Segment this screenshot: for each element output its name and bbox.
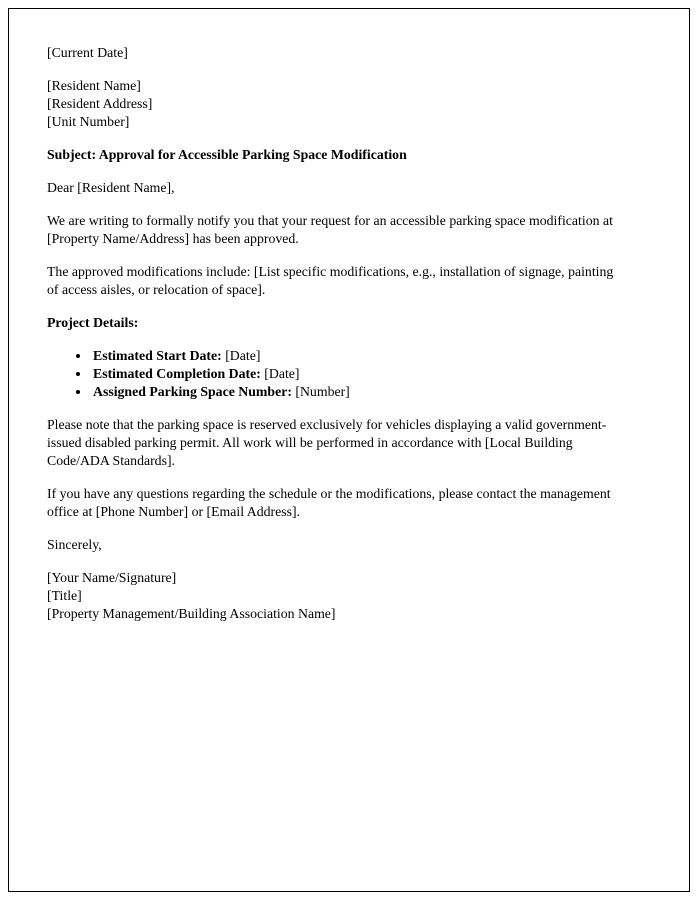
closing-line: Sincerely, <box>47 537 102 552</box>
subject-line: Subject: Approval for Accessible Parking Space Modification <box>47 147 407 162</box>
bullet-completion-date <box>91 365 625 383</box>
bullet-completion-date-value: [Date] <box>264 366 300 381</box>
bullet-start-date-value: [Date] <box>225 348 261 363</box>
signature-title-line: [Title] <box>47 588 82 603</box>
bullet-parking-space-label: Assigned Parking Space Number: <box>93 384 292 399</box>
project-details-list <box>47 347 625 401</box>
recipient-unit-line: [Unit Number] <box>47 114 130 129</box>
bullet-parking-space <box>91 383 625 401</box>
recipient-name-line: [Resident Name] <box>47 78 141 93</box>
recipient-address-line: [Resident Address] <box>47 96 153 111</box>
bullet-start-date-label: Estimated Start Date: <box>93 348 222 363</box>
paragraph-questions: If you have any questions regarding the schedule or the modifications, please contact the management office at [Phone Number] or [Email Address]. <box>47 486 611 519</box>
bullet-completion-date-label: Estimated Completion Date: <box>93 366 261 381</box>
paragraph-reserved: Please note that the parking space is reserved exclusively for vehicles displaying a valid government-issued disabled parking permit. All work will be performed in accordance with [Local Building Code/ADA Standards]. <box>47 417 607 468</box>
letter-body <box>47 44 625 638</box>
paragraph-modifications: The approved modifications include: [List specific modifications, e.g., installation of signage, painting of access aisles, or relocation of space]. <box>47 264 614 297</box>
bullet-parking-space-value: [Number] <box>295 384 350 399</box>
signature-org-line: [Property Management/Building Association Name] <box>47 606 336 621</box>
signature-block <box>47 569 625 623</box>
paragraph-approval: We are writing to formally notify you that your request for an accessible parking space modification at [Property Name/Address] has been approved. <box>47 213 613 246</box>
salutation-line: Dear [Resident Name], <box>47 180 175 195</box>
bullet-start-date <box>91 347 625 365</box>
date-line: [Current Date] <box>47 45 128 60</box>
project-details-heading: Project Details: <box>47 315 139 330</box>
recipient-block <box>47 77 625 131</box>
signature-name-line: [Your Name/Signature] <box>47 570 177 585</box>
